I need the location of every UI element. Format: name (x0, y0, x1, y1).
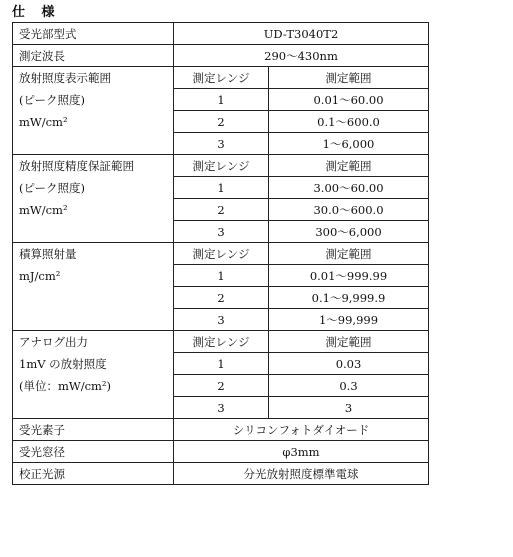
spec-row-sensor (13, 419, 429, 441)
wavelength-label: 測定波長 (13, 45, 174, 67)
section-label-line: 1mV の放射照度 (13, 353, 174, 375)
span-header: 測定範囲 (269, 155, 429, 177)
range-number: 2 (174, 375, 269, 397)
spec-table-body (13, 23, 429, 67)
range-number: 2 (174, 199, 269, 221)
range-number: 3 (174, 133, 269, 155)
range-span-value: 3 (269, 397, 429, 419)
range-span-value: 300～6,000 (269, 221, 429, 243)
range-section-4-row (13, 397, 429, 419)
section-label-line: mW/cm² (13, 199, 174, 221)
model-label: 受光部型式 (13, 23, 174, 45)
calibration-value: 分光放射照度標準電球 (174, 463, 429, 485)
range-header: 測定レンジ (174, 243, 269, 265)
wavelength-value: 290～430nm (174, 45, 429, 67)
range-section-2-row (13, 199, 429, 221)
spec-title: 仕 様 (12, 5, 61, 20)
range-number: 1 (174, 265, 269, 287)
range-section-3-row (13, 287, 429, 309)
section-label-line: (ピーク照度) (13, 89, 174, 111)
range-number: 3 (174, 397, 269, 419)
section-label-line: 積算照射量 (13, 243, 174, 265)
range-section-3-row (13, 309, 429, 331)
span-header: 測定範囲 (269, 67, 429, 89)
window-value: φ3mm (174, 441, 429, 463)
range-span-value: 0.1～600.0 (269, 111, 429, 133)
range-number: 1 (174, 89, 269, 111)
spec-table-footer (13, 419, 429, 485)
range-section-4-row (13, 353, 429, 375)
range-span-value: 1～99,999 (269, 309, 429, 331)
range-section-2-row (13, 221, 429, 243)
range-section-1-row (13, 111, 429, 133)
section-label-line: 放射照度精度保証範囲 (13, 155, 174, 177)
section-label-line (13, 133, 174, 155)
section-label-line: 放射照度表示範囲 (13, 67, 174, 89)
range-span-value: 3.00～60.00 (269, 177, 429, 199)
range-section-3-row (13, 265, 429, 287)
section-label-line: (ピーク照度) (13, 177, 174, 199)
section-label-line (13, 309, 174, 331)
section-label-line: mJ/cm² (13, 265, 174, 287)
range-sections (13, 67, 429, 419)
range-number: 1 (174, 177, 269, 199)
range-span-value: 0.01～999.99 (269, 265, 429, 287)
range-number: 3 (174, 309, 269, 331)
spec-row-model (13, 23, 429, 45)
range-section-3-row (13, 243, 429, 265)
range-span-value: 0.1～9,999.9 (269, 287, 429, 309)
range-span-value: 1～6,000 (269, 133, 429, 155)
spec-table (12, 22, 429, 485)
sensor-label: 受光素子 (13, 419, 174, 441)
window-label: 受光窓径 (13, 441, 174, 463)
section-label-line (13, 397, 174, 419)
range-span-value: 0.01～60.00 (269, 89, 429, 111)
range-section-1-row (13, 89, 429, 111)
spec-row-calibration (13, 463, 429, 485)
span-header: 測定範囲 (269, 243, 429, 265)
spec-row-wavelength (13, 45, 429, 67)
range-header: 測定レンジ (174, 67, 269, 89)
range-span-value: 0.03 (269, 353, 429, 375)
section-label-line: (単位：mW/cm²) (13, 375, 174, 397)
section-label-line (13, 221, 174, 243)
spec-row-window (13, 441, 429, 463)
span-header: 測定範囲 (269, 331, 429, 353)
range-header: 測定レンジ (174, 155, 269, 177)
range-section-1-row (13, 133, 429, 155)
range-section-1-row (13, 67, 429, 89)
range-span-value: 30.0～600.0 (269, 199, 429, 221)
range-header: 測定レンジ (174, 331, 269, 353)
range-section-4-row (13, 375, 429, 397)
range-section-2-row (13, 177, 429, 199)
range-number: 3 (174, 221, 269, 243)
range-number: 2 (174, 111, 269, 133)
range-section-2-row (13, 155, 429, 177)
sensor-value: シリコンフォトダイオード (174, 419, 429, 441)
section-label-line (13, 287, 174, 309)
range-span-value: 0.3 (269, 375, 429, 397)
range-section-4-row (13, 331, 429, 353)
range-number: 2 (174, 287, 269, 309)
range-number: 1 (174, 353, 269, 375)
section-label-line: mW/cm² (13, 111, 174, 133)
calibration-label: 校正光源 (13, 463, 174, 485)
section-label-line: アナログ出力 (13, 331, 174, 353)
model-value: UD-T3040T2 (174, 23, 429, 45)
